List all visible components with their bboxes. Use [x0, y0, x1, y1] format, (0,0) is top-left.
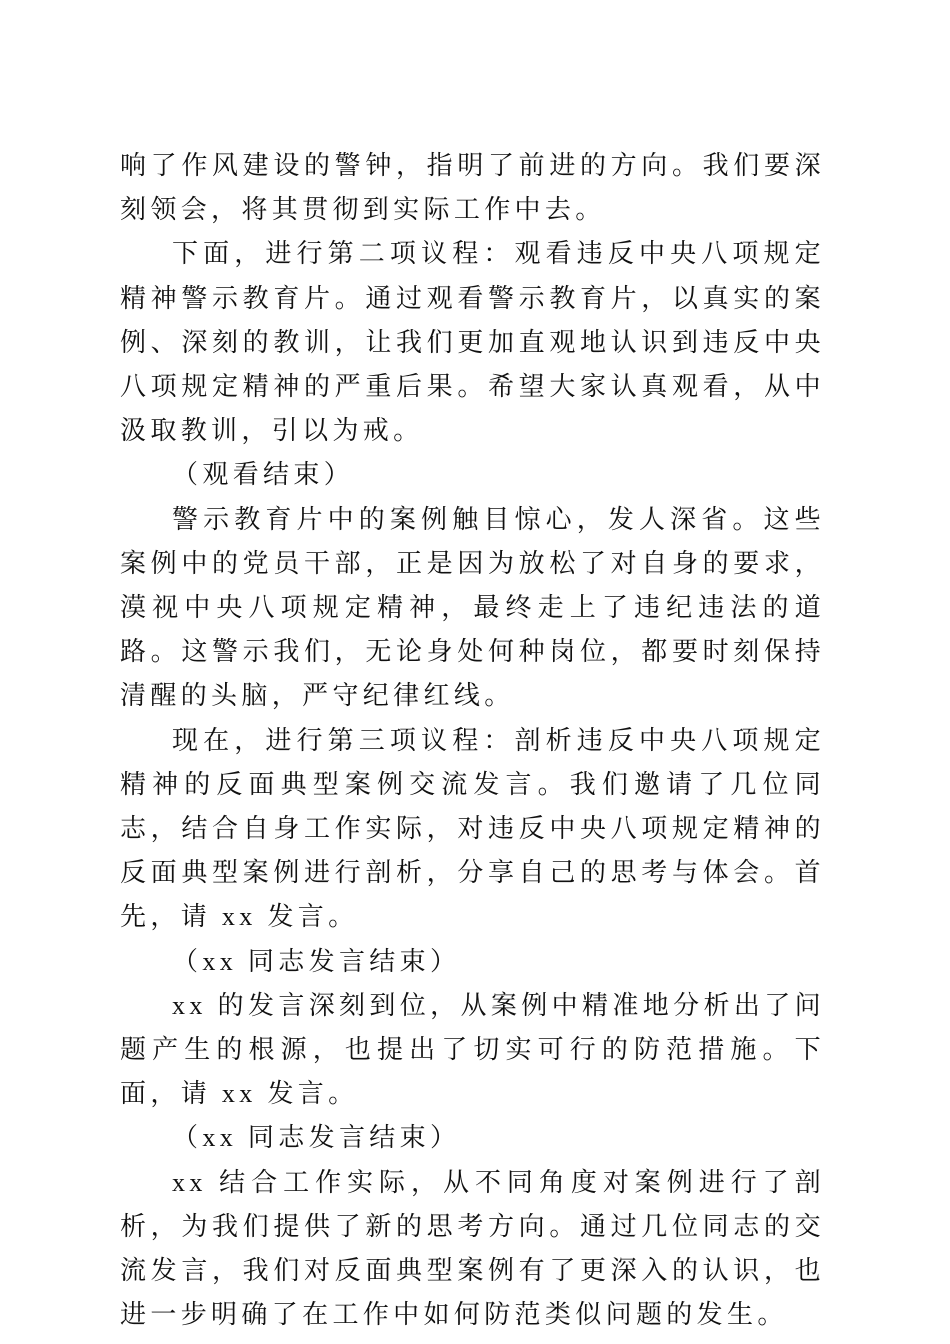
paragraph-continuation-warning-bell: 响了作风建设的警钟，指明了前进的方向。我们要深刻领会，将其贯彻到实际工作中去。	[120, 151, 825, 225]
stage-note-speaker-1-ended: （xx 同志发言结束）	[172, 946, 461, 976]
document-page	[120, 144, 825, 1337]
paragraph-agenda-item-2-warning-film: 下面，进行第二项议程：观看违反中央八项规定精神警示教育片。通过观看警示教育片，以真实的案例、深刻的教训，让我们更加直观地认识到违反中央八项规定精神的严重后果。希望大家认真观看，从中汲取教训，引以为戒。	[120, 239, 825, 446]
stage-note-speaker-2-ended: （xx 同志发言结束）	[172, 1123, 461, 1153]
paragraph-speaker-1-comment: xx 的发言深刻到位，从案例中精准地分析出了问题产生的根源，也提出了切实可行的防范措施。下面，请 xx 发言。	[120, 990, 825, 1109]
stage-note-viewing-ended: （观看结束）	[172, 460, 355, 490]
paragraph-film-reflection: 警示教育片中的案例触目惊心，发人深省。这些案例中的党员干部，正是因为放松了对自身的要求，漠视中央八项规定精神，最终走上了违纪违法的道路。这警示我们，无论身处何种岗位，都要时刻保持清醒的头脑，严守纪律红线。	[120, 504, 825, 711]
paragraph-speaker-2-comment: xx 结合工作实际，从不同角度对案例进行了剖析，为我们提供了新的思考方向。通过几位同志的交流发言，我们对反面典型案例有了更深入的认识，也进一步明确了在工作中如何防范类似问题的发生。	[120, 1167, 825, 1330]
paragraph-agenda-item-3-case-discussion: 现在，进行第三项议程：剖析违反中央八项规定精神的反面典型案例交流发言。我们邀请了几位同志，结合自身工作实际，对违反中央八项规定精神的反面典型案例进行剖析，分享自己的思考与体会。首先，请 xx 发言。	[120, 725, 825, 932]
